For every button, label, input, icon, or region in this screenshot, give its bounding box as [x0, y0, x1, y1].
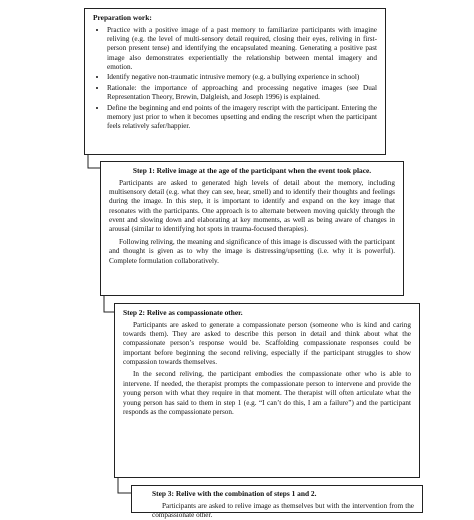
step2-paragraph: Participants are asked to generate a compassionate person (someone who is kind and caring towards them). They are asked to describe this person in detail and think about what the compassionate person’s response would be. Scaffolding compassionate responses could be important before beginning the second reliving, especially if the participant struggles to show compassion towards themselves.: [123, 320, 411, 367]
preparation-item: • Identify negative non-traumatic intrusive memory (e.g. a bullying experience in school): [107, 73, 377, 82]
preparation-list: [93, 26, 377, 132]
preparation-title: Preparation work:: [93, 13, 152, 22]
step2-title: Step 2: Relive as compassionate other.: [123, 308, 243, 317]
preparation-item: • Practice with a positive image of a past memory to familiarize participants with imagine reliving (e.g. the level of multi-sensory detail required, closing their eyes, reliving in first-person present tense) and identifying the encapsulated meaning. Generating a positive past image also demonstrates experientially the relationship between mental imagery and emotion.: [107, 26, 377, 73]
step1-title: Step 1: Relive image at the age of the participant when the event took place.: [132, 166, 372, 175]
preparation-item: • Define the beginning and end points of the imagery rescript with the participant. Entering the memory just prior to when it becomes upsetting and ending the rescript when the participant feels relatively safer/happier.: [107, 104, 377, 132]
step1-paragraph: Following reliving, the meaning and significance of this image is discussed with the participant and thought is given as to why the image is distressing/upsetting (i.e. why it is powerful). Complete formulation collaboratively.: [109, 237, 395, 265]
step3-box: [131, 485, 423, 519]
step3-paragraph: Participants are asked to relive image as themselves but with the intervention from the compassionate other.: [152, 501, 414, 519]
preparation-box: [84, 8, 386, 155]
step2-box: [114, 303, 420, 478]
step3-title: Step 3: Relive with the combination of steps 1 and 2.: [152, 489, 317, 498]
step1-box: [100, 161, 404, 296]
preparation-item: • Rationale: the importance of approaching and processing negative images (see Dual Representation Theory, Brewin, Dalgleish, and Joseph 1996) is explained.: [107, 84, 377, 103]
step1-paragraph: Participants are asked to generated high levels of detail about the memory, including multisensory detail (e.g. what they can see, hear, smell) and to identify their thoughts and feelings during the image. In this step, it is important to identify and expand on the key image that resonates with the participants. One approach is to alternate between moving quickly through the event and slowing down and elaborating at key moments, as well as being aware of changes in arousal (similar to identifying hot spots in trauma-focused therapies).: [109, 178, 395, 234]
step2-paragraph: In the second reliving, the participant embodies the compassionate other who is able to intervene. If needed, the therapist prompts the compassionate person to intervene and provide the young person with what they require in that moment. The therapist will often articulate what the young person has said to them in step 1 (e.g. “I can’t do this, I am a failure”) and the participant responds as the compassionate person.: [123, 370, 411, 416]
